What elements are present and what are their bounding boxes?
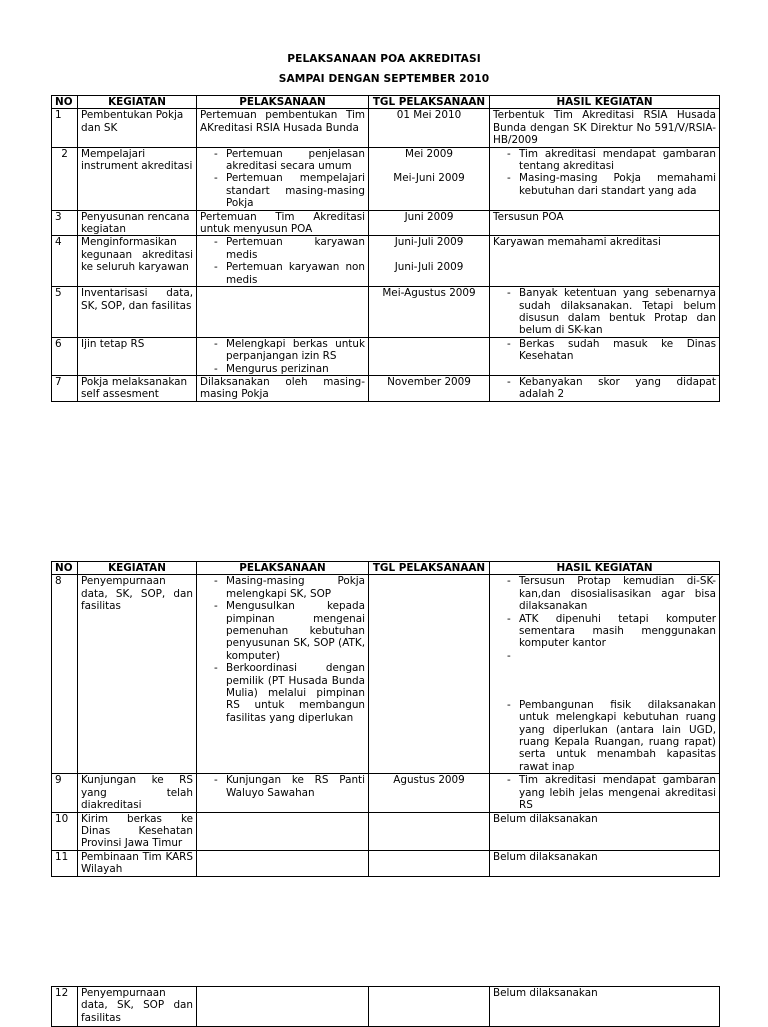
- header-hasil: HASIL KEGIATAN: [490, 562, 720, 575]
- row-pelaksanaan: [197, 147, 369, 210]
- row-pelaksanaan: [197, 236, 369, 287]
- row-kegiatan: Ijin tetap RS: [78, 337, 197, 375]
- table-header-row: [52, 562, 720, 575]
- list-item: - Melengkapi berkas untuk perpanjangan izin RS: [200, 338, 365, 363]
- row-hasil: [490, 337, 720, 375]
- row-tgl: [369, 337, 490, 375]
- row-tgl: [369, 236, 490, 287]
- list-item: - Kebanyakan skor yang didapat adalah 2: [493, 376, 716, 401]
- list-item: - Masing-masing Pokja memahami kebutuhan dari standart yang ada: [493, 172, 716, 197]
- row-hasil: [490, 575, 720, 774]
- row-no: 10: [52, 812, 78, 850]
- row-pelaksanaan: [197, 850, 369, 876]
- table-row: [52, 287, 720, 338]
- list-item: - Pertemuan karyawan medis: [200, 236, 365, 261]
- date-text: Mei 2009: [405, 147, 453, 160]
- list-item: - Pertemuan karyawan non medis: [200, 261, 365, 286]
- row-no: 9: [52, 774, 78, 812]
- row-no: 3: [52, 210, 78, 236]
- row-kegiatan: Pembinaan Tim KARS Wilayah: [78, 850, 197, 876]
- row-kegiatan: Menginformasikan kegunaan akreditasi ke seluruh karyawan: [78, 236, 197, 287]
- table-row: [52, 375, 720, 401]
- row-kegiatan: Inventarisasi data, SK, SOP, dan fasilitas: [78, 287, 197, 338]
- row-tgl: Juni 2009: [369, 210, 490, 236]
- row-pelaksanaan: [197, 287, 369, 338]
- row-kegiatan: Mempelajari instrument akreditasi: [78, 147, 197, 210]
- poa-table-2: [51, 561, 720, 877]
- header-hasil: HASIL KEGIATAN: [490, 96, 720, 109]
- list-item: - Mengurus perizinan: [200, 363, 365, 375]
- document-subtitle: SAMPAI DENGAN SEPTEMBER 2010: [278, 73, 490, 85]
- row-no: 4: [52, 236, 78, 287]
- row-kegiatan: Penyempurnaan data, SK, SOP dan fasilitas: [78, 987, 197, 1027]
- row-no: 8: [52, 575, 78, 774]
- row-no: 12: [52, 987, 78, 1027]
- row-pelaksanaan: Pertemuan pembentukan Tim AKreditasi RSIA Husada Bunda: [197, 109, 369, 147]
- row-pelaksanaan: [197, 774, 369, 812]
- list-item: - Tim akreditasi mendapat gambaran tentang akreditasi: [493, 148, 716, 173]
- date-text: Juni-Juli 2009: [394, 260, 464, 273]
- row-kegiatan: Kunjungan ke RS yang telah diakreditasi: [78, 774, 197, 812]
- header-pelaksanaan: PELAKSANAAN: [197, 96, 369, 109]
- row-hasil: [490, 287, 720, 338]
- date-text: Mei-Juni 2009: [393, 172, 465, 185]
- document-title: PELAKSANAAN POA AKREDITASI: [287, 53, 481, 65]
- row-tgl: November 2009: [369, 375, 490, 401]
- row-hasil: Terbentuk Tim Akreditasi RSIA Husada Bunda dengan SK Direktur No 591/V/RSIA-HB/2009: [490, 109, 720, 147]
- row-hasil: [490, 774, 720, 812]
- poa-table-1: [51, 95, 720, 402]
- header-pelaksanaan: PELAKSANAAN: [197, 562, 369, 575]
- list-item: - Banyak ketentuan yang sebenarnya sudah dilaksanakan. Tetapi belum disusun dalam bentuk Protap dan belum di SK-kan: [493, 287, 716, 337]
- row-tgl: [369, 987, 490, 1027]
- row-tgl: 01 Mei 2010: [369, 109, 490, 147]
- table-row: [52, 210, 720, 236]
- table-row: [52, 850, 720, 876]
- row-pelaksanaan: [197, 812, 369, 850]
- row-pelaksanaan: [197, 575, 369, 774]
- table-row: [52, 337, 720, 375]
- row-kegiatan: Penyempurnaan data, SK, SOP, dan fasilitas: [78, 575, 197, 774]
- list-item: - Berkas sudah masuk ke Dinas Kesehatan: [493, 338, 716, 363]
- table-row: [52, 987, 720, 1027]
- row-hasil: Belum dilaksanakan: [490, 850, 720, 876]
- list-item: - ATK dipenuhi tetapi komputer sementara masih menggunakan komputer kantor: [493, 613, 716, 650]
- list-item: - Pertemuan mempelajari standart masing-masing Pokja: [200, 172, 365, 209]
- row-tgl: Agustus 2009: [369, 774, 490, 812]
- header-no: NO: [52, 562, 78, 575]
- row-kegiatan: Pokja melaksanakan self assesment: [78, 375, 197, 401]
- row-hasil: Tersusun POA: [490, 210, 720, 236]
- row-hasil: Belum dilaksanakan: [490, 812, 720, 850]
- row-pelaksanaan: [197, 987, 369, 1027]
- row-pelaksanaan: [197, 337, 369, 375]
- row-tgl: Mei-Agustus 2009: [369, 287, 490, 338]
- header-kegiatan: KEGIATAN: [78, 562, 197, 575]
- row-no: 6: [52, 337, 78, 375]
- row-pelaksanaan: Pertemuan Tim Akreditasi untuk menyusun POA: [197, 210, 369, 236]
- table-row: [52, 236, 720, 287]
- row-kegiatan: Penyusunan rencana kegiatan: [78, 210, 197, 236]
- table-row: [52, 147, 720, 210]
- row-hasil: [490, 147, 720, 210]
- row-hasil: Belum dilaksanakan: [490, 987, 720, 1027]
- header-kegiatan: KEGIATAN: [78, 96, 197, 109]
- table-row: [52, 812, 720, 850]
- date-text: Juni-Juli 2009: [394, 236, 464, 249]
- row-tgl: [369, 575, 490, 774]
- header-tgl: TGL PELAKSANAAN: [369, 562, 490, 575]
- list-item: - Mengusulkan kepada pimpinan mengenai pemenuhan kebutuhan penyusunan SK, SOP (ATK, komputer): [200, 600, 365, 662]
- header-no: NO: [52, 96, 78, 109]
- row-kegiatan: Pembentukan Pokja dan SK: [78, 109, 197, 147]
- row-hasil: [490, 375, 720, 401]
- row-no: 2: [52, 147, 78, 210]
- row-no: 11: [52, 850, 78, 876]
- list-item: - Pembangunan fisik dilaksanakan untuk melengkapi kebutuhan ruang yang diperlukan (antara lain UGD, ruang Kepala Ruangan, ruang rapat) serta untuk menambah kapasitas rawat inap: [493, 699, 716, 773]
- table-header-row: [52, 96, 720, 109]
- list-item: - Tersusun Protap kemudian di-SK-kan,dan disosialisasikan agar bisa dilaksanakan: [493, 575, 716, 612]
- list-item: - Pertemuan penjelasan akreditasi secara umum: [200, 148, 365, 173]
- table-row: [52, 575, 720, 774]
- table-row: [52, 109, 720, 147]
- list-item: - Kunjungan ke RS Panti Waluyo Sawahan: [200, 774, 365, 799]
- header-tgl: TGL PELAKSANAAN: [369, 96, 490, 109]
- row-pelaksanaan: Dilaksanakan oleh masing-masing Pokja: [197, 375, 369, 401]
- row-no: 5: [52, 287, 78, 338]
- poa-table-3: [51, 986, 720, 1027]
- row-no: 1: [52, 109, 78, 147]
- row-hasil: Karyawan memahami akreditasi: [490, 236, 720, 287]
- row-tgl: [369, 812, 490, 850]
- row-kegiatan: Kirim berkas ke Dinas Kesehatan Provinsi Jawa Timur: [78, 812, 197, 850]
- row-no: 7: [52, 375, 78, 401]
- list-item: - Masing-masing Pokja melengkapi SK, SOP: [200, 575, 365, 600]
- list-item: - Berkoordinasi dengan pemilik (PT Husada Bunda Mulia) melalui pimpinan RS untuk membangun fasilitas yang diperlukan: [200, 662, 365, 724]
- list-item: - Tim akreditasi mendapat gambaran yang lebih jelas mengenai akreditasi RS: [493, 774, 716, 811]
- table-row: [52, 774, 720, 812]
- row-tgl: [369, 850, 490, 876]
- row-tgl: [369, 147, 490, 210]
